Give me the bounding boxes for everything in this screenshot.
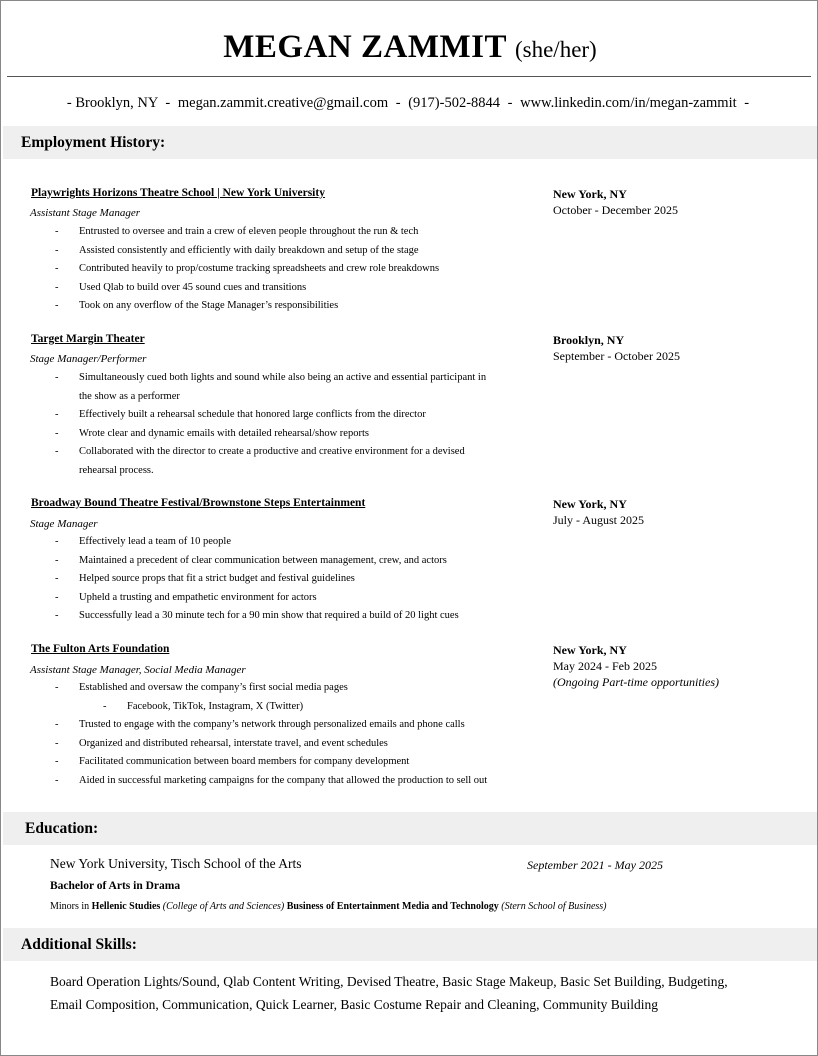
bullet-item: - Aided in successful marketing campaigns for the company that allowed the production to sell out [1, 772, 499, 791]
bullet-item: - Upheld a trusting and empathetic environment for actors [1, 589, 499, 608]
job-role: Stage Manager [30, 518, 98, 530]
job-location: New York, NY [553, 497, 627, 511]
job-bullets [1, 369, 499, 480]
job-organization: Target Margin Theater [31, 333, 145, 345]
bullet-item: - Contributed heavily to prop/costume tracking spreadsheets and crew role breakdowns [1, 260, 499, 279]
job-organization: The Fulton Arts Foundation [31, 643, 170, 655]
education-degree: Bachelor of Arts in Drama [50, 880, 181, 892]
job-dates: July - August 2025 [553, 513, 645, 527]
minor-name: Hellenic Studies [91, 901, 161, 912]
bullet-item: - Established and oversaw the company’s first social media pages [1, 679, 499, 698]
contact-dash: - [66, 95, 72, 111]
education-minors [50, 901, 607, 912]
education-section-title: Education: [25, 820, 99, 837]
minors-prefix: Minors in [50, 901, 92, 912]
job-location: New York, NY [553, 187, 627, 201]
job-organization: Playwrights Horizons Theatre School | New York University [31, 187, 325, 199]
minor-name: Business of Entertainment Media and Technology [286, 901, 499, 912]
contact-line [1, 95, 818, 112]
education-school: New York University, Tisch School of the Arts [50, 856, 302, 871]
sub-bullet-item: - Facebook, TikTok, Instagram, X (Twitter) [1, 698, 547, 717]
bullet-item: - Maintained a precedent of clear communication between management, crew, and actors [1, 552, 499, 571]
contact-separator: - [395, 95, 401, 111]
bullet-item: - Helped source props that fit a strict budget and festival guidelines [1, 570, 499, 589]
bullet-item: - Simultaneously cued both lights and sound while also being an active and essential participant in the show as a performer [1, 369, 499, 406]
bullet-item: - Trusted to engage with the company’s network through personalized emails and phone calls [1, 716, 499, 735]
bullet-item: - Used Qlab to build over 45 sound cues and transitions [1, 279, 499, 298]
minor-school: (Stern School of Business) [501, 901, 607, 912]
contact-linkedin[interactable]: www.linkedin.com/in/megan-zammit [520, 95, 737, 111]
bullet-item: - Facilitated communication between board members for company development [1, 753, 499, 772]
contact-separator: - [165, 95, 171, 111]
name-header [1, 29, 818, 66]
bullet-item: - Successfully lead a 30 minute tech for a 90 min show that required a build of 20 light cues [1, 607, 499, 626]
bullet-item: - Entrusted to oversee and train a crew of eleven people throughout the run & tech [1, 223, 499, 242]
bullet-item: - Effectively built a rehearsal schedule that honored large conflicts from the director [1, 406, 499, 425]
employment-section-title: Employment History: [21, 134, 166, 151]
bullet-item: - Collaborated with the director to create a productive and creative environment for a devised rehearsal process. [1, 443, 499, 480]
contact-email[interactable]: megan.zammit.creative@gmail.com [177, 95, 389, 111]
pronouns: (she/her) [514, 37, 597, 62]
skills-list: Board Operation Lights/Sound, Qlab Content Writing, Devised Theatre, Basic Stage Makeup, Basic Set Building, Budgeting, Email Composition, Communication, Quick Learner, Basic Costume Repair and Cleaning, Community Building [50, 974, 728, 1012]
job-dates: September - October 2025 [553, 349, 680, 363]
job-bullets [1, 223, 499, 316]
job-bullets [1, 533, 499, 626]
bullet-item: - Took on any overflow of the Stage Manager’s responsibilities [1, 297, 499, 316]
job-role: Assistant Stage Manager [30, 207, 140, 219]
full-name: MEGAN ZAMMIT [223, 29, 507, 65]
contact-location: Brooklyn, NY [75, 95, 158, 111]
contact-phone[interactable]: (917)-502-8844 [408, 95, 501, 111]
job-role: Assistant Stage Manager, Social Media Manager [30, 664, 246, 676]
job-location: New York, NY [553, 643, 627, 657]
job-dates: October - December 2025 [553, 203, 678, 217]
bullet-item: - Assisted consistently and efficiently with daily breakdown and setup of the stage [1, 242, 499, 261]
job-dates: May 2024 - Feb 2025 [553, 659, 657, 673]
education-dates: September 2021 - May 2025 [527, 858, 663, 872]
header-divider [7, 76, 811, 77]
job-location: Brooklyn, NY [553, 333, 625, 347]
contact-separator: - [744, 95, 750, 111]
education-section-bar [3, 812, 817, 845]
bullet-item: - Effectively lead a team of 10 people [1, 533, 499, 552]
job-role: Stage Manager/Performer [30, 353, 147, 365]
job-note: (Ongoing Part-time opportunities) [553, 675, 719, 689]
job-organization: Broadway Bound Theatre Festival/Brownstone Steps Entertainment [31, 497, 366, 509]
bullet-item: - Wrote clear and dynamic emails with detailed rehearsal/show reports [1, 425, 499, 444]
bullet-item: - Organized and distributed rehearsal, interstate travel, and event schedules [1, 735, 499, 754]
skills-section-title: Additional Skills: [21, 936, 137, 953]
minor-school: (College of Arts and Sciences) [162, 901, 285, 912]
job-bullets [1, 679, 547, 790]
contact-separator: - [507, 95, 513, 111]
